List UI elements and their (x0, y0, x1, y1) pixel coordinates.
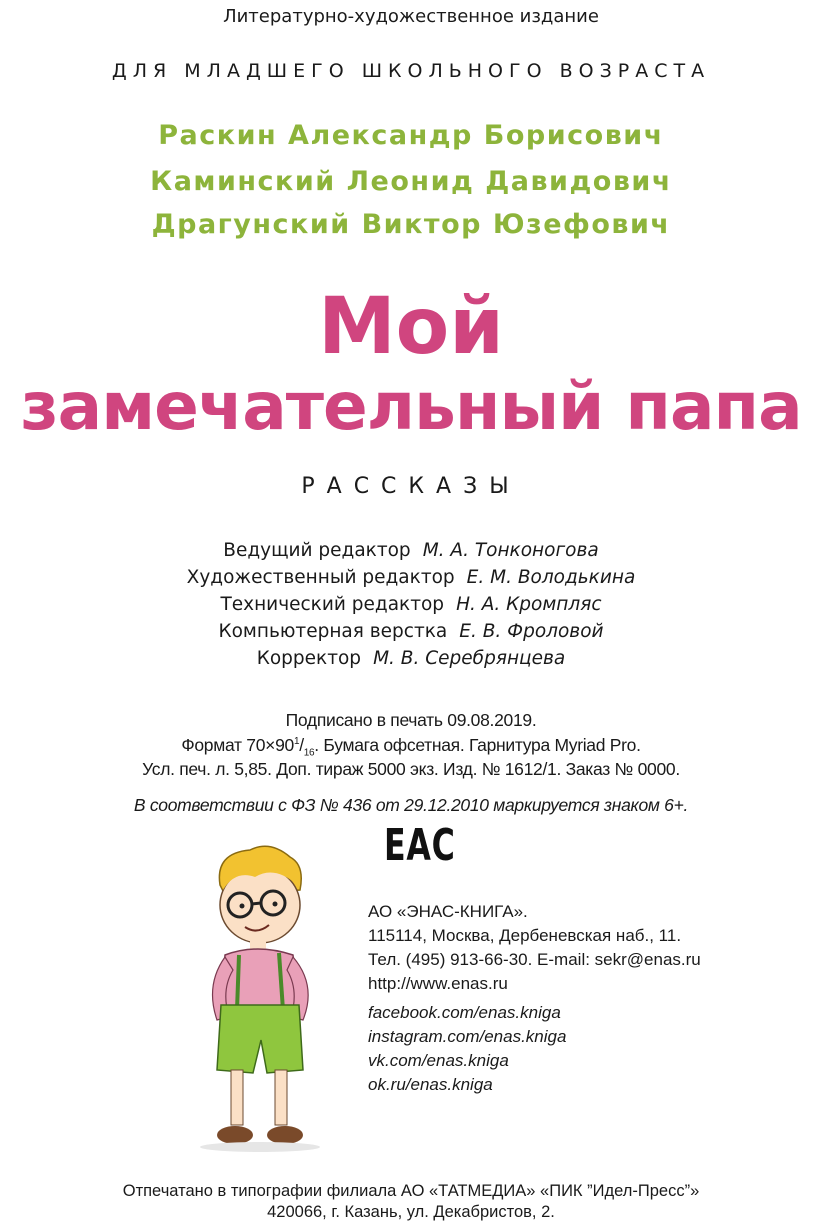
publisher-address: 115114, Москва, Дербеневская наб., 11. (368, 926, 682, 945)
author-3: Драгунский Виктор Юзефович (151, 209, 671, 240)
publisher-website[interactable]: http://www.enas.ru (368, 974, 508, 993)
format-prefix: Формат 70×90 (181, 735, 294, 755)
credit-line (0, 648, 822, 669)
print-info: Усл. печ. л. 5,85. Доп. тираж 5000 экз. Изд. № 1612/1. Заказ № 0000. (142, 759, 680, 779)
credit-role: Технический редактор (220, 594, 445, 615)
book-title-line-1: Мой (318, 282, 504, 372)
genre: РАССКАЗЫ (301, 474, 521, 499)
social-link-vk[interactable]: vk.com/enas.kniga (368, 1051, 509, 1070)
credit-role: Художественный редактор (186, 567, 455, 588)
credit-line (0, 594, 822, 615)
social-link-ok[interactable]: ok.ru/enas.kniga (368, 1075, 493, 1094)
printer-address: 420066, г. Казань, ул. Декабристов, 2. (267, 1203, 555, 1221)
credit-name: Н. А. Кромпляс (456, 594, 602, 615)
format-sup: 1 (293, 736, 300, 748)
credit-name: М. А. Тонконогова (422, 540, 599, 561)
credit-role: Ведущий редактор (223, 540, 411, 561)
book-title-line-2: замечательный папа (20, 368, 802, 445)
edition-type: Литературно-художественное издание (223, 6, 599, 27)
signed-date: Подписано в печать 09.08.2019. (285, 710, 537, 730)
author-1: Раскин Александр Борисович (158, 120, 664, 151)
format-sub: 16 (303, 747, 315, 759)
credit-role: Компьютерная верстка (218, 621, 448, 642)
age-mark: В соответствии с ФЗ № 436 от 29.12.2010 маркируется знаком 6+. (133, 795, 689, 815)
credit-role: Корректор (256, 648, 362, 669)
social-link-instagram[interactable]: instagram.com/enas.kniga (368, 1027, 567, 1046)
boy-illustration (195, 845, 345, 1159)
credit-line (0, 621, 822, 642)
credit-name: Е. В. Фроловой (459, 621, 604, 642)
eac-mark: EAC (384, 820, 456, 871)
credit-line (0, 540, 822, 561)
social-link-facebook[interactable]: facebook.com/enas.kniga (368, 1003, 561, 1022)
author-2: Каминский Леонид Давидович (150, 166, 672, 197)
printed-by: Отпечатано в типографии филиала АО «ТАТМЕДИА» «ПИК ”Идел-Пресс”» (122, 1182, 700, 1200)
credit-line (0, 567, 822, 588)
credit-name: М. В. Серебрянцева (373, 648, 566, 669)
publisher-contacts[interactable]: Тел. (495) 913-66-30. E-mail: sekr@enas.ru (368, 950, 701, 969)
format-rest: . Бумага офсетная. Гарнитура Myriad Pro. (314, 735, 641, 755)
format-line: Формат $70\times 90^1/_{16}$. Бумага офсетная. Гарнитура Myriad Pro. (181, 735, 641, 759)
age-group: ДЛЯ МЛАДШЕГО ШКОЛЬНОГО ВОЗРАСТА (111, 60, 711, 82)
publisher-name: АО «ЭНАС-КНИГА». (368, 902, 528, 921)
credit-name: Е. М. Володькина (466, 567, 636, 588)
